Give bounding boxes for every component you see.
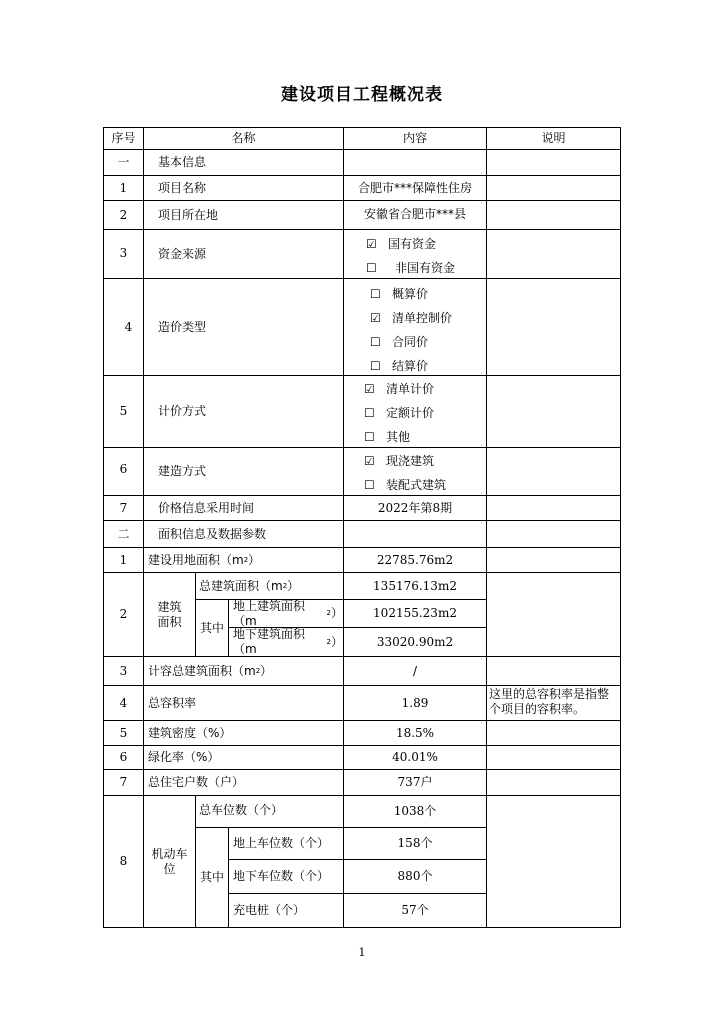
area-8-below-value: 880个 (343, 859, 487, 894)
checked-box-icon: ☑ (364, 382, 375, 396)
area-8-above-name: 地上车位数（个） (228, 827, 344, 860)
area-8-below-name: 地下车位数（个） (228, 859, 344, 894)
group-label-line: 面积 (157, 614, 182, 629)
area-7-name: 总住宅户数（户） (143, 769, 344, 796)
label-tail: ） (260, 663, 273, 678)
label-tail: ） (330, 634, 343, 649)
group-label-line: 位 (163, 861, 176, 876)
row-2-seq: 2 (103, 200, 144, 230)
build-option-label: 现浇建筑 (386, 454, 435, 468)
cost-option-estimate (370, 287, 428, 302)
row-5-name: 计价方式 (143, 375, 344, 448)
section-1-note (486, 149, 621, 176)
area-1-note (486, 547, 621, 573)
area-5-note (486, 720, 621, 746)
build-option-label: 装配式建筑 (386, 478, 447, 492)
row-7-name: 价格信息采用时间 (143, 495, 344, 521)
page-number: 1 (358, 946, 366, 959)
row-2-name: 项目所在地 (143, 200, 344, 230)
area-8-seq: 8 (103, 795, 144, 928)
area-5-seq: 5 (103, 720, 144, 746)
area-6-name: 绿化率（%） (143, 745, 344, 770)
row-7-seq: 7 (103, 495, 144, 521)
section-2-seq: 二 (103, 520, 144, 548)
unit-superscript: 2 (282, 581, 288, 590)
section-2-note (486, 520, 621, 548)
header-content: 内容 (343, 127, 487, 150)
section-1-name: 基本信息 (143, 149, 344, 176)
area-6-seq: 6 (103, 745, 144, 770)
row-2-note (486, 200, 621, 230)
unit-superscript: 2 (326, 609, 331, 617)
checked-box-icon: ☑ (364, 454, 375, 468)
area-2-above-value: 102155.23m2 (343, 599, 487, 628)
group-label-line: 建筑 (157, 599, 182, 614)
area-5-content: 18.5% (343, 720, 487, 746)
row-5-content (343, 375, 487, 448)
pricing-option-bill (364, 382, 434, 397)
area-4-content: 1.89 (343, 685, 487, 721)
area-7-content: 737户 (343, 769, 487, 796)
page-title: 建设项目工程概况表 (281, 85, 443, 105)
row-4-seq: 4 (103, 278, 144, 376)
cost-option-settlement (370, 359, 428, 374)
row-6-seq: 6 (103, 447, 144, 496)
unit-superscript: 2 (326, 637, 331, 646)
section-1-content (343, 149, 487, 176)
row-4-note (486, 278, 621, 376)
unchecked-box-icon: ☐ (370, 287, 381, 301)
area-2-group (143, 572, 196, 657)
header-note: 说明 (486, 127, 621, 150)
row-7-content: 2022年第8期 (343, 495, 487, 521)
section-2-name: 面积信息及数据参数 (143, 520, 344, 548)
row-6-note (486, 447, 621, 496)
area-8-total-name: 总车位数（个） (195, 795, 344, 828)
header-seq: 序号 (103, 127, 144, 150)
area-8-note (486, 795, 621, 928)
row-6-content (343, 447, 487, 496)
row-4-name: 造价类型 (143, 278, 344, 376)
row-3-seq: 3 (103, 229, 144, 279)
unchecked-box-icon: ☐ (364, 478, 375, 492)
fund-option-label: 非国有资金 (395, 261, 456, 275)
unchecked-box-icon: ☐ (370, 359, 381, 373)
area-1-label: 建设用地面积（m (148, 552, 244, 567)
cost-option-control-price (370, 311, 452, 326)
build-option-prefab (364, 478, 446, 493)
area-1-content: 22785.76m2 (343, 547, 487, 573)
row-1-content: 合肥市***保障性住房 (343, 175, 487, 201)
section-2-content (343, 520, 487, 548)
row-4-content (343, 278, 487, 376)
area-8-charge-name: 充电桩（个） (228, 893, 344, 928)
row-5-seq: 5 (103, 375, 144, 448)
area-6-note (486, 745, 621, 770)
area-8-charge-value: 57个 (343, 893, 487, 928)
area-2-below-name (228, 627, 344, 657)
build-option-cast (364, 454, 434, 469)
area-3-label: 计容总建筑面积（m (148, 663, 256, 678)
label-tail: ） (287, 578, 300, 593)
area-3-content: / (343, 656, 487, 686)
cost-option-contract (370, 335, 428, 350)
section-1-seq: 一 (103, 149, 144, 176)
row-7-note (486, 495, 621, 521)
unchecked-box-icon: ☐ (364, 430, 375, 444)
pricing-option-label: 定额计价 (386, 406, 435, 420)
area-2-subgroup: 其中 (195, 599, 229, 657)
fund-option-state (366, 237, 436, 252)
area-8-group (143, 795, 196, 928)
unit-superscript: 2 (243, 555, 249, 564)
cost-option-label: 合同价 (392, 335, 429, 349)
area-7-note (486, 769, 621, 796)
row-3-name: 资金来源 (143, 229, 344, 279)
fund-option-nonstate (366, 261, 455, 276)
area-2-seq: 2 (103, 572, 144, 657)
area-3-seq: 3 (103, 656, 144, 686)
pricing-option-other (364, 430, 410, 445)
total-area-label: 总建筑面积（m (199, 578, 283, 593)
row-1-note (486, 175, 621, 201)
area-8-subgroup: 其中 (195, 827, 229, 928)
row-2-content: 安徽省合肥市***县 (343, 200, 487, 230)
pricing-option-label: 其他 (386, 430, 411, 444)
row-5-note (486, 375, 621, 448)
row-1-name: 项目名称 (143, 175, 344, 201)
unchecked-box-icon: ☐ (370, 335, 381, 349)
checked-box-icon: ☑ (366, 237, 377, 251)
area-2-note (486, 572, 621, 657)
unchecked-box-icon: ☐ (364, 406, 375, 420)
checked-box-icon: ☑ (370, 311, 381, 325)
area-7-seq: 7 (103, 769, 144, 796)
project-overview-table (103, 127, 621, 928)
area-3-name (143, 656, 344, 686)
area-1-name (143, 547, 344, 573)
unchecked-box-icon: ☐ (366, 261, 377, 275)
area-2-below-value: 33020.90m2 (343, 627, 487, 657)
area-2-above-name (228, 599, 344, 628)
area-3-note (486, 656, 621, 686)
area-2-total-name (195, 572, 344, 600)
area-8-above-value: 158个 (343, 827, 487, 860)
fund-option-label: 国有资金 (388, 237, 437, 251)
area-4-seq: 4 (103, 685, 144, 721)
area-2-total-value: 135176.13m2 (343, 572, 487, 600)
row-6-name: 建造方式 (143, 447, 344, 496)
label-tail: ） (330, 606, 343, 620)
cost-option-label: 清单控制价 (392, 311, 453, 325)
header-name: 名称 (143, 127, 344, 150)
area-1-seq: 1 (103, 547, 144, 573)
unit-superscript: 2 (255, 666, 261, 675)
label-tail: ） (248, 552, 261, 567)
cost-option-label: 概算价 (392, 287, 429, 301)
area-5-name: 建筑密度（%） (143, 720, 344, 746)
area-4-note: 这里的总容积率是指整个项目的容积率。 (486, 685, 621, 721)
below-area-label: 地下建筑面积（m (233, 627, 306, 656)
pricing-option-label: 清单计价 (386, 382, 435, 396)
area-8-total-value: 1038个 (343, 795, 487, 828)
row-1-seq: 1 (103, 175, 144, 201)
cost-option-label: 结算价 (392, 359, 429, 373)
above-area-label: 地上建筑面积（m (233, 598, 306, 628)
area-6-content: 40.01% (343, 745, 487, 770)
area-4-name: 总容积率 (143, 685, 344, 721)
row-3-content (343, 229, 487, 279)
group-label-line: 机动车 (151, 846, 188, 861)
pricing-option-quota (364, 406, 434, 421)
row-3-note (486, 229, 621, 279)
